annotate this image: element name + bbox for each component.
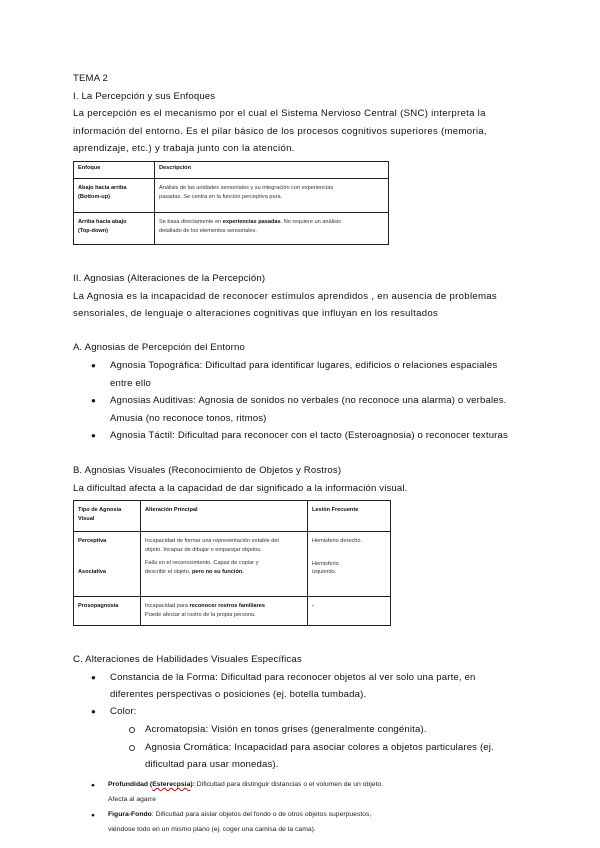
sectionA-title: A. Agnosias de Percepción del Entorno xyxy=(73,342,245,353)
intro-line-2: información del entorno. Es el pilar básico de los procesos cognitivos superiores (memoria, xyxy=(73,126,487,137)
row-desc: Puede afectar al rostro de la propia persona. xyxy=(145,611,256,618)
list-item-cont: viéndose todo en un mismo plano (ej. coger una camisa de la cama). xyxy=(108,826,316,833)
circle-bullet-icon xyxy=(129,745,135,751)
doc-title: TEMA 2 xyxy=(73,73,109,84)
bullet-icon: ● xyxy=(91,782,95,789)
table-row xyxy=(74,532,391,597)
sub-list-item-cont: dificultad para usar monedas). xyxy=(145,759,279,770)
list-item-cont: diferentes perspectivas o posiciones (ej. botella tumbada). xyxy=(110,689,367,700)
row-name: Arriba hacia abajo xyxy=(78,219,127,225)
row-lesion: Hemisferio derecho. xyxy=(312,538,363,544)
bullet-icon: ● xyxy=(91,707,96,716)
row-name: Abajo hacia arriba xyxy=(78,185,127,191)
row-desc-bold: pero no su función. xyxy=(191,568,244,575)
table2-header-tipo: Tipo de Agnosia Visual xyxy=(74,501,141,532)
table2-header-lesion: Lesión Frecuente xyxy=(308,501,391,532)
intro-line-3: aprendizaje, etc.) y trabaja junto con la atención. xyxy=(73,143,295,154)
sectionB-title: B. Agnosias Visuales (Reconocimiento de Objetos y Rostros) xyxy=(73,465,342,476)
bullet-icon: ● xyxy=(91,673,96,682)
section2-line-2: sensoriales, de lenguaje o alteraciones cognitivas que influyan en los resultados xyxy=(73,308,439,319)
list-item: Profundidad (Esterecpsia): Dificultad para distinguir distancias o el volumen de un objeto. xyxy=(108,781,384,788)
section1-title: I. La Percepción y sus Enfoques xyxy=(73,91,216,102)
sub-list-item: Acromatopsia: Visión en tonos grises (generalmente congénita). xyxy=(145,724,427,735)
row-lesion: izquierdo. xyxy=(312,569,337,575)
list-item-cont: entre ello xyxy=(110,378,151,389)
section2-line-1: La Agnosia es la incapacidad de reconocer estímulos aprendidos , en ausencia de problemas xyxy=(73,291,498,302)
row-desc: Falla en el reconocimiento. Capaz de copiar y xyxy=(145,560,259,566)
row-name: (Bottom-up) xyxy=(78,193,110,200)
row-desc: Incapacidad de formar una representación estable del xyxy=(145,538,279,544)
bullet-icon: ● xyxy=(91,396,96,405)
bullet-icon: ● xyxy=(91,812,95,819)
row-type: Asociativa xyxy=(78,568,106,575)
list-item: Agnosia Topográfica: Dificultad para identificar lugares, edificios o relaciones espaciales xyxy=(110,360,498,371)
circle-bullet-icon xyxy=(129,727,135,733)
table-row xyxy=(74,213,389,245)
perception-table xyxy=(73,161,389,245)
section2-title: II. Agnosias (Alteraciones de la Percepción) xyxy=(73,273,266,284)
row-desc-bold: reconocer rostros familiares xyxy=(189,603,266,609)
table-row xyxy=(74,597,391,626)
list-item: Color: xyxy=(110,706,137,717)
sectionC-title: C. Alteraciones de Habilidades Visuales Específicas xyxy=(73,654,302,665)
sectionB-subtitle: La dificultad afecta a la capacidad de dar significado a la información visual. xyxy=(73,483,408,494)
row-desc: . No requiere un análisis xyxy=(280,219,341,225)
list-item-cont: Afecta al agarre xyxy=(108,796,156,803)
row-desc: pasadas. Se centra en la función perceptiva pura. xyxy=(159,193,283,200)
row-desc: detallado de los elementos sensoriales. xyxy=(159,227,257,234)
row-desc-bold: experiencias pasadas xyxy=(222,219,281,225)
list-item: Figura-Fondo: Dificultad para aislar objetos del fondo o de otros objetos superpuestos, xyxy=(108,811,372,818)
table-row xyxy=(74,179,389,213)
row-type: Prosopagnosia xyxy=(74,597,141,626)
bullet-icon: ● xyxy=(91,431,96,440)
row-name: (Top-down) xyxy=(78,227,109,234)
table1-header-enfoque: Enfoque xyxy=(74,162,155,179)
row-lesion: Hemisferio xyxy=(312,560,339,567)
row-type: Perceptiva xyxy=(78,538,107,544)
row-desc: Se basa directamente en xyxy=(159,219,223,225)
bullet-icon: ● xyxy=(91,361,96,370)
row-desc: Análisis de las unidades sensoriales y su integración con experiencias xyxy=(159,185,334,191)
list-item-cont: Amusia (no reconoce tonos, ritmos) xyxy=(110,413,267,424)
visual-agnosia-table xyxy=(73,500,391,626)
table1-header-descripcion: Descripción xyxy=(155,162,389,179)
sub-list-item: Agnosia Cromática: Incapacidad para asociar colores a objetos particulares (ej. xyxy=(145,742,494,753)
list-item: Constancia de la Forma: Dificultad para reconocer objetos al ver solo una parte, en xyxy=(110,672,476,683)
table2-header-alteracion: Alteración Principal xyxy=(141,501,308,532)
row-desc: objeto. Incapaz de dibujar o emparejar objetos. xyxy=(145,546,262,553)
list-item: Agnosia Táctil: Dificultad para reconocer con el tacto (Esteroagnosia) o reconocer texturas xyxy=(110,430,508,441)
row-desc: Incapacidad para xyxy=(145,603,190,609)
intro-line-1: La percepción es el mecanismo por el cual el Sistema Nervioso Central (SNC) interpreta la xyxy=(73,108,486,119)
row-lesion: - xyxy=(308,597,391,626)
row-desc: describir el objeto, xyxy=(145,568,192,575)
list-item: Agnosias Auditivas: Agnosia de sonidos no verbales (no reconoce una alarma) o verbales. xyxy=(110,395,507,406)
